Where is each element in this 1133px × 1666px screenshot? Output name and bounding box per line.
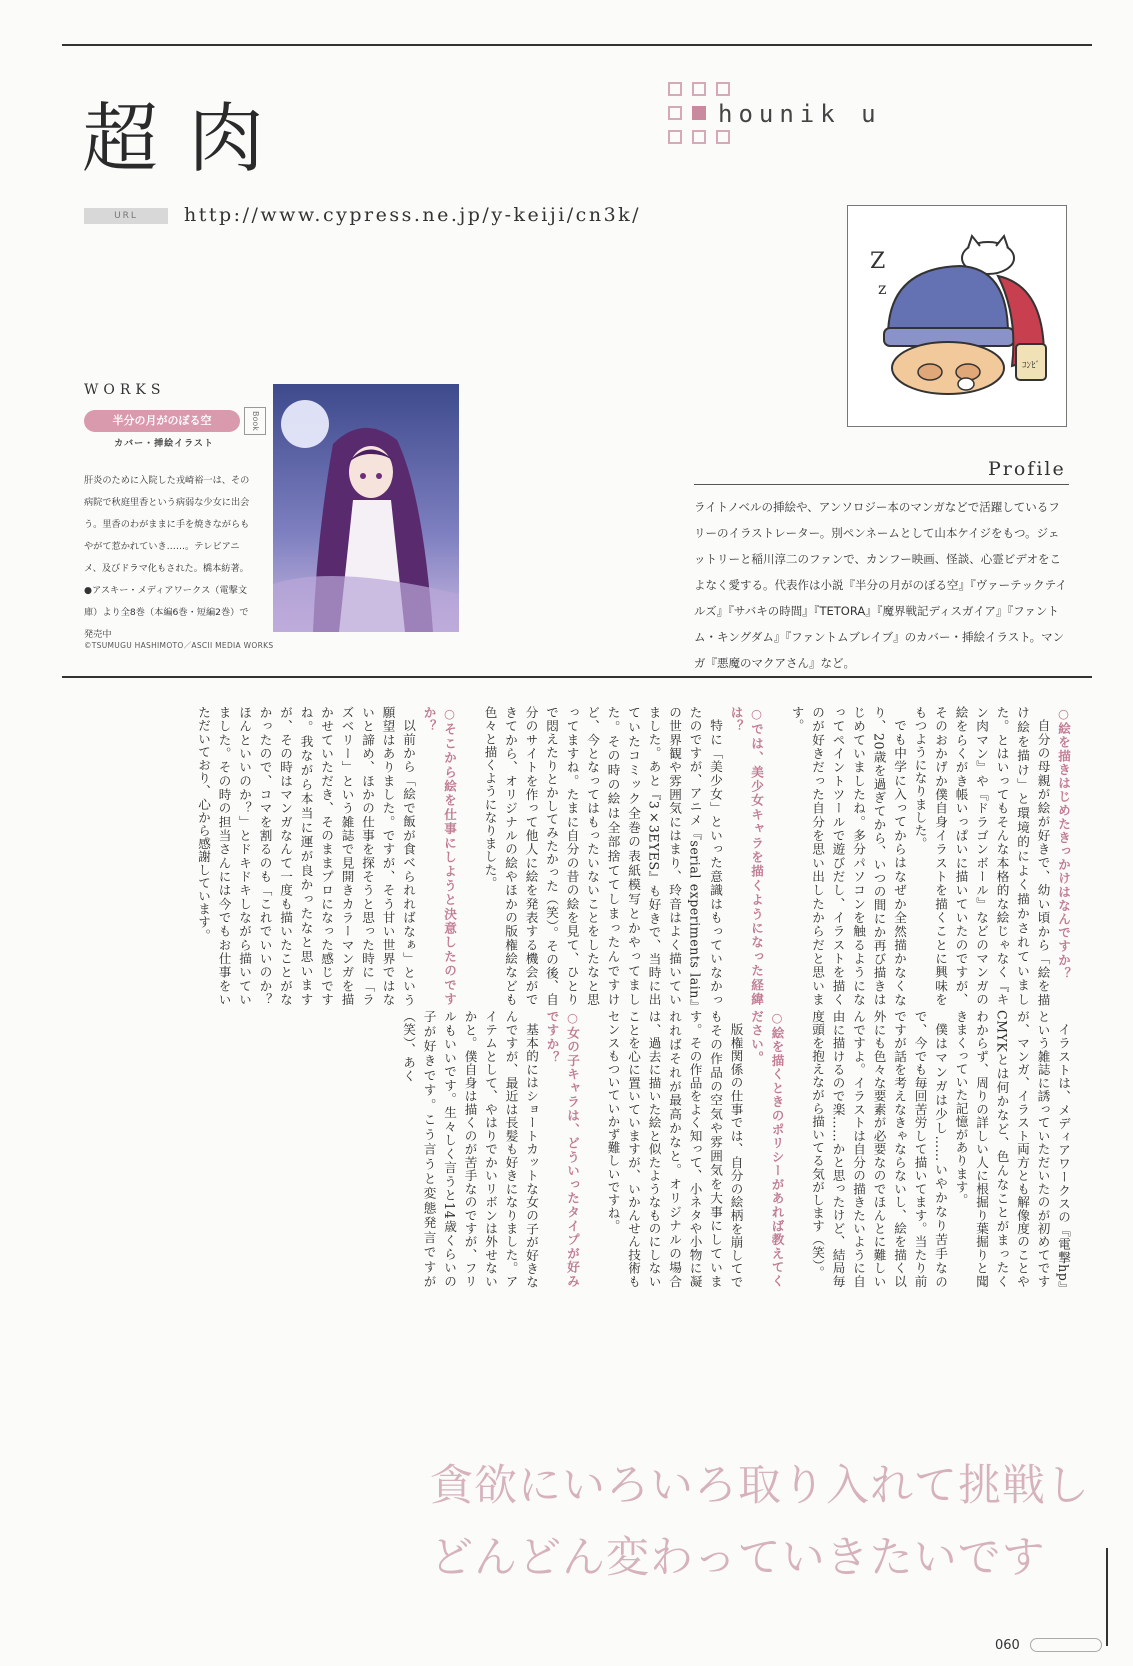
interview-answer: 基本的にはショートカットな女の子が好きなんですが、最近は長髪も好きになりました。アイテムとして、やはりでかいリボンは外せないかと。僕自身は描くのが苦手なのですが、フリルもいいです。生々しく言うと14歳くらいの子が好きです。こう言うと変態発言ですが（笑）、あく — [401, 1010, 539, 1288]
profile-illustration — [847, 205, 1067, 427]
page-edge-rule — [1106, 1548, 1108, 1646]
middle-rule — [62, 676, 1092, 678]
interview-answer: イラストは、メディアワークスの『電撃hp』という雑誌に誘っていただいたのが初めてですが、マンガ、イラスト両方とも解像度のことやCMYKとは何かなど、色んなことがまったくわからず、周りの詳しい人に根掘り葉掘りと聞きまくっていた記憶があります。 — [953, 1010, 1071, 1288]
interview-question: ○絵を描くときのポリシーがあれば教えてください。 — [749, 1010, 785, 1288]
svg-text:ｺﾝﾋﾞ: ｺﾝﾋﾞ — [1022, 361, 1041, 371]
interview-question: ○女の子キャラは、どういったタイプが好みですか？ — [544, 1010, 580, 1288]
interview-question: ○では、美少女キャラを描くようになった経緯は？ — [728, 706, 764, 1006]
page-number-decoration — [1030, 1638, 1102, 1652]
page-number: 060 — [995, 1638, 1020, 1653]
book-title-badge: 半分の月がのぼる空 — [84, 410, 240, 432]
book-description — [84, 470, 254, 646]
interview-answer: 特に「美少女」といった意識はもっていなかったのですが、アニメ『serial experiments lain』の世界観や雰囲気にはまり、玲音はよく描いていました。あと『3×3EYES』も好きで、当時に出ていたコミック全巻の表紙模写とかやってました。その時の絵は全部捨ててしまったんですけど、今となってはもったいないことをしたなと思ってますね。たまに自分の昔の絵を見て、ひとりで悶えたりとかしてみたかった（笑）。その後、自分のサイトを作って他人に絵を発表する機会ができてから、オリジナルの絵やほかの版権絵なども色々と描くようになりました。 — [482, 706, 723, 1006]
svg-text:z: z — [878, 279, 887, 298]
interview-block-bottom — [73, 1010, 1073, 1288]
pull-quote-line-1: 貪欲にいろいろ取り入れて挑戦し — [430, 1461, 1090, 1511]
artist-url-link[interactable]: http://www.cypress.ne.jp/y-keiji/cn3k/ — [184, 204, 642, 226]
interview-block-top — [196, 706, 1073, 1006]
interview-question: ○絵を描きはじめたきっかけはなんですか？ — [1056, 706, 1071, 981]
interview-answer: 版権関係の仕事では、自分の絵柄を崩してでもその作品の空気や雰囲気を大事にしています。その作品をよく知って、小ネタや小物に凝れればそれが最高かなと。オリジナルの場合は、過去に描いた絵と似たようなものにしないことを心に置いていますが、いかんせん技術もセンスもついていかず難しいですね。 — [605, 1010, 744, 1288]
works-label: WORKS — [84, 382, 166, 398]
interview-answer: 自分の母親が絵が好きで、幼い頃から「絵を描け絵を描け」と環境的によく描かされていました。とはいってもそんな本格的な絵じゃなく『キン肉マン』や『ドラゴンボール』などのマンガの絵をらくがき帳いっぱいに描いていたのですが、そのおかげか僕自身イラストを描くことに興味をもつようになりました。 — [912, 706, 1051, 1006]
book-summary: 肝炎のために入院した戎崎裕一は、その病院で秋庭里香という病弱な少女に出会う。里香のわがままに手を焼きながらもやがて惹かれていき……。テレビアニメ、及びドラマ化もされた。橋本紡著。 — [84, 475, 250, 574]
book-publisher-note: ●アスキー・メディアワークス（電撃文庫）より全8巻（本編6巻・短編2巻）で発売中 — [84, 585, 249, 640]
interview-answer: 以前から「絵で飯が食べられればなぁ」という願望はありました。ですが、そう甘い世界ではないと諦め、ほかの仕事を探そうと思った時に「ラズベリー」という雑誌で見開きカラーマンガを描かせていただき、そのままプロになった感じですね。我ながら本当に運が良かったなと思いますが、その時はマンガなんて一度も描いたことがなかったので、コマを割るのも「これでいいのか？ほんといいのか？」とドキドキしながら描いていました。その時の担当さんには今でもお仕事をいただいており、心から感謝しています。 — [196, 706, 416, 1006]
anime-girl-cover-icon — [273, 384, 459, 632]
pull-quote-line-2: どんどん変わっていきたいです — [430, 1533, 1046, 1583]
pull-quote — [430, 1450, 1090, 1594]
svg-text:Z: Z — [870, 249, 886, 274]
profile-heading: Profile — [988, 458, 1066, 480]
profile-divider — [694, 484, 1069, 485]
interview-answer: 僕はマンガは少し……いやかなり苦手なので、今でも毎回苦労して描いてます。当たり前ですが話を考えなきゃならないし、絵を描く以外にも色々な要素が必要なのでほんとに難しいんですよ。イラストは自分の描きたいように自由に描けるので楽……かと思ったけど、結局毎度頭を抱えながら描いてる気がします（笑）。 — [810, 1010, 948, 1288]
book-copyright: ©TSUMUGU HASHIMOTO／ASCII MEDIA WORKS — [84, 641, 274, 650]
profile-text: ライトノベルの挿絵や、アンソロジー本のマンガなどで活躍しているフリーのイラストレーター。別ペンネームとして山本ケイジをもつ。ジェットリーと稲川淳二のファンで、カンフー映画、怪談、心霊ビデオをこよなく愛する。代表作は小説『半分の月がのぼる空』『ヴァーテックテイルズ』『サバキの時間』『TETORA』『魔界戦記ディスガイア』『ファントム・キングダム』『ファントムブレイブ』のカバー・挿絵イラスト。マンガ『悪魔のマクアさん』など。 — [694, 500, 1067, 670]
book-role: カバー・挿絵イラスト — [114, 439, 214, 449]
interview-question: ○そこから絵を仕事にしようと決意したのですか？ — [421, 706, 457, 1006]
interview-answer: でも中学に入ってからはなぜか全然描かなくなり、20歳を過ぎてから、いつの間にか再び描きはじめていましたね。多分パソコンを触るようになってペイントツールで遊びだし、イラストを描くのが好きだった自分を思い出したからだと思います。 — [789, 706, 907, 1006]
url-label: URL — [84, 208, 168, 224]
sleeping-character-icon — [848, 206, 1066, 426]
top-rule — [62, 44, 1092, 46]
artist-name-romaji: hounik u — [718, 100, 882, 128]
book-cover-image — [273, 384, 459, 632]
book-type-badge: Book — [244, 407, 266, 435]
artist-name-jp: 超肉 — [82, 94, 294, 183]
